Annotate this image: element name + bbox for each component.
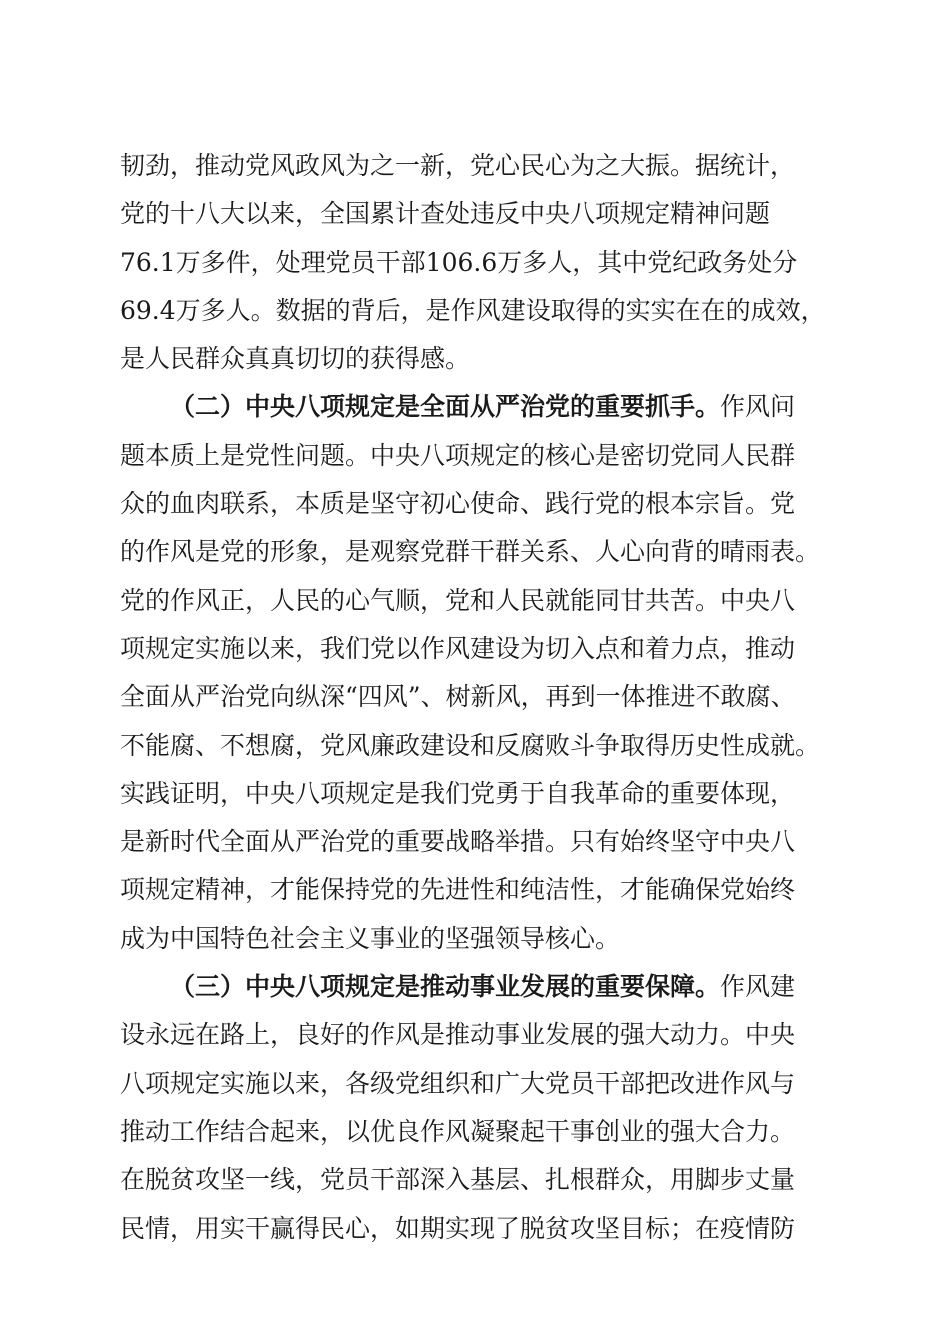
text-line: 的作风是党的形象，是观察党群干群关系、人心向背的晴雨表。: [120, 537, 821, 567]
text-line: 项规定实施以来，我们党以作风建设为切入点和着力点，推动: [120, 633, 796, 663]
paragraph-2: [120, 383, 840, 963]
text-line: 题本质上是党性问题。中央八项规定的核心是密切党同人民群: [120, 440, 796, 470]
text-line: 76.1万多件，处理党员干部106.6万多人，其中党纪政务处分: [120, 247, 798, 277]
text-line: 项规定精神，才能保持党的先进性和纯洁性，才能确保党始终: [120, 875, 796, 905]
paragraph-1: [120, 142, 840, 383]
text-line: 韧劲，推动党风政风为之一新，党心民心为之大振。据统计，: [120, 151, 796, 180]
text-line: 实践证明，中央八项规定是我们党勇于自我革命的重要体现，: [120, 778, 796, 808]
text-line: 是新时代全面从严治党的重要战略举措。只有始终坚守中央八: [120, 827, 796, 857]
text-line: 党的十八大以来，全国累计查处违反中央八项规定精神问题: [120, 199, 771, 229]
text-line: 设永远在路上，良好的作风是推动事业发展的强大动力。中央: [120, 1020, 796, 1050]
text-line: 民情，用实干赢得民心，如期实现了脱贫攻坚目标；在疫情防: [120, 1213, 796, 1243]
text-line: 八项规定实施以来，各级党组织和广大党员干部把改进作风与: [120, 1068, 796, 1098]
text-line: 全面从严治党向纵深“四风”、树新风，再到一体推进不敢腐、: [120, 682, 796, 712]
text-span: 作风问: [720, 392, 796, 422]
text-line: 推动工作结合起来，以优良作风凝聚起干事创业的强大合力。: [120, 1116, 796, 1146]
text-line: 是人民群众真真切切的获得感。: [120, 344, 471, 374]
text-line: 不能腐、不想腐，党风廉政建设和反腐败斗争取得历史性成就。: [120, 730, 821, 760]
section-heading: （二）中央八项规定是全面从严治党的重要抓手。: [170, 392, 721, 422]
body-text: [120, 142, 840, 1253]
text-span: 作风建: [720, 972, 796, 1002]
section-heading: （三）中央八项规定是推动事业发展的重要保障。: [170, 972, 721, 1002]
text-line: 69.4万多人。数据的背后，是作风建设取得的实实在在的成效，: [120, 295, 826, 325]
text-line: 众的血肉联系，本质是坚守初心使命、践行党的根本宗旨。党: [120, 489, 796, 519]
text-line: 在脱贫攻坚一线，党员干部深入基层、扎根群众，用脚步丈量: [120, 1165, 796, 1195]
text-line: 成为中国特色社会主义事业的坚强领导核心。: [120, 923, 621, 953]
text-line: 党的作风正，人民的心气顺，党和人民就能同甘共苦。中央八: [120, 585, 796, 615]
paragraph-3: [120, 963, 840, 1253]
paragraph-first-line: [120, 383, 840, 431]
paragraph-first-line: [120, 963, 840, 1011]
